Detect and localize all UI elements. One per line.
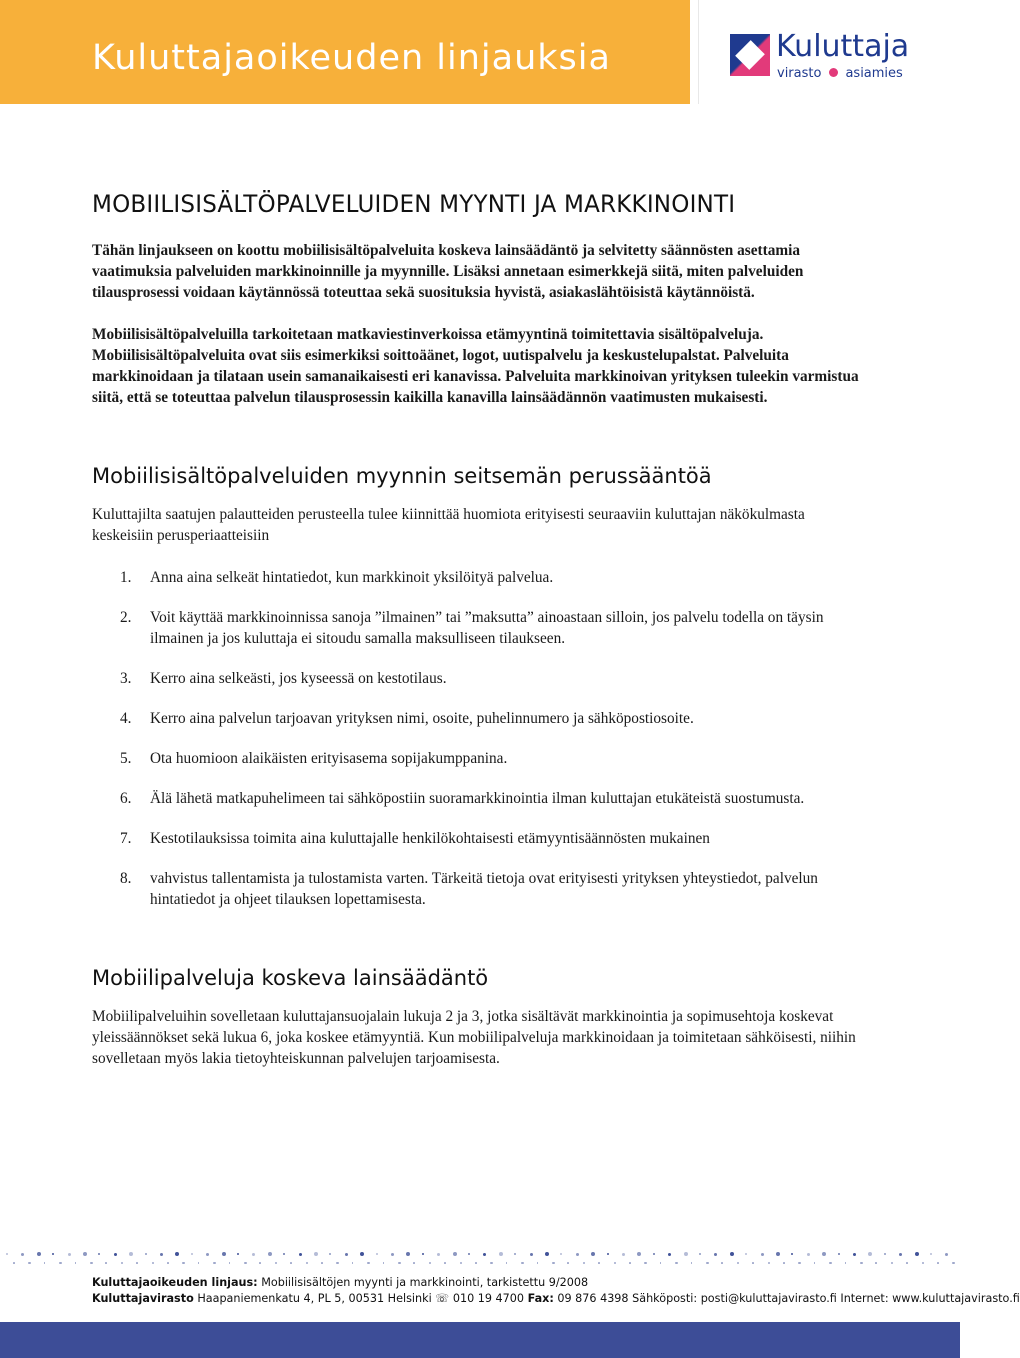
decorative-dot [706, 1262, 709, 1265]
list-item-number: 4. [120, 710, 132, 727]
list-item-text: Voit käyttää markkinoinnissa sanoja ”ilmainen” tai ”maksutta” ainoastaan silloin, jos palvelu todella on täysin ilmainen ja jos kuluttaja ei sitoudu samalla maksulliseen tilaukseen. [150, 609, 824, 647]
decorative-dot [583, 1262, 586, 1265]
decorative-dot [899, 1253, 902, 1256]
footer-fax-label: Fax: [527, 1292, 554, 1305]
decorative-dot [90, 1262, 93, 1265]
decorative-dot [622, 1253, 625, 1256]
decorative-dot [275, 1262, 278, 1265]
decorative-dot [360, 1252, 364, 1256]
kuluttajavirasto-logo [730, 30, 930, 90]
decorative-dot [807, 1253, 810, 1256]
decorative-dot [290, 1262, 292, 1264]
section-legislation-text: Mobiilipalveluihin sovelletaan kuluttajansuojalain lukuja 2 ja 3, jotka sisältävät markkinointia ja sopimusehtoja koskevat yleissäännökset sekä lukua 6, joka koskee etämyyntiä. Kun mobiilipalveluja markkinoidaan ja toimitetaan sähköisesti, niihin sovelletaan myös lakia tietoyhteiskunnan palvelujen tarjoamisesta. [92, 1008, 856, 1067]
decorative-dot [629, 1262, 631, 1264]
list-item-number: 7. [120, 830, 132, 847]
decorative-dot [891, 1262, 894, 1265]
decorative-dot [213, 1262, 216, 1265]
list-item [92, 868, 864, 910]
list-item-number: 2. [120, 609, 132, 626]
decorative-dot [922, 1262, 925, 1265]
footer-line-2 [92, 1291, 1020, 1307]
footer-document-info: Mobiilisisältöjen myynti ja markkinointi, tarkistettu 9/2008 [261, 1276, 589, 1289]
decorative-dot [945, 1253, 948, 1256]
list-item-text: Ota huomioon alaikäisten erityisasema sopijakumppanina. [150, 750, 508, 767]
decorative-dot [530, 1253, 533, 1256]
decorative-dot [567, 1262, 569, 1264]
logo-sub-left: virasto [777, 66, 822, 81]
decorative-dot [229, 1262, 231, 1264]
decorative-dot [152, 1262, 155, 1265]
decorative-dot [721, 1262, 723, 1264]
decorative-dot [68, 1253, 71, 1256]
decorative-dot [845, 1262, 847, 1264]
rules-list [92, 567, 864, 910]
list-item-number: 6. [120, 790, 132, 807]
decorative-dot [198, 1262, 200, 1264]
decorative-dot [483, 1253, 486, 1256]
decorative-dot [413, 1262, 415, 1264]
logo-name: Kuluttaja [776, 29, 910, 64]
decorative-dot [752, 1262, 754, 1264]
decorative-dot [329, 1253, 331, 1255]
decorative-dot [129, 1252, 133, 1256]
decorative-dot [783, 1262, 785, 1264]
decorative-dot [521, 1262, 524, 1265]
footer-address: Haapaniemenkatu 4, PL 5, 00531 Helsinki [197, 1292, 432, 1305]
decorative-dot [321, 1262, 323, 1264]
list-item-number: 5. [120, 750, 132, 767]
footer-web-label: Internet: [840, 1292, 889, 1305]
list-item [92, 828, 864, 849]
logo-dot-icon [829, 68, 838, 77]
decorative-dot [552, 1262, 555, 1265]
list-item [92, 668, 864, 689]
footer-email-link[interactable]: posti@kuluttajavirasto.fi [700, 1292, 837, 1305]
decorative-dot [791, 1253, 793, 1255]
decorative-dot [191, 1253, 193, 1255]
decorative-dot [598, 1262, 600, 1264]
decorative-dot [768, 1262, 771, 1265]
footer-label: Kuluttajaoikeuden linjaus: [92, 1276, 258, 1289]
intro-paragraph-1: Tähän linjaukseen on koottu mobiilisisältöpalveluita koskeva lainsäädäntö ja selvitetty säännösten asettamia vaatimuksia palveluiden markkinoinnille ja myynnille. Lisäksi annetaan esimerkkejä siitä, miten palveluiden tilausprosessi voidaan käytännössä toteuttaa sekä suosituksia hyvistä, asiakaslähtöisistä käytännöistä. [92, 242, 804, 301]
decorative-dot [545, 1252, 549, 1256]
decorative-dot [814, 1262, 816, 1264]
decorative-dot [776, 1252, 780, 1256]
decorative-dot [391, 1253, 394, 1256]
decorative-dot [44, 1262, 46, 1264]
decorative-dot [75, 1262, 77, 1264]
decorative-dot [660, 1262, 662, 1264]
decorative-dot [367, 1262, 370, 1265]
section-heading-legislation: Mobiilipalveluja koskeva lainsäädäntö [92, 966, 489, 990]
decorative-dot [614, 1262, 617, 1265]
logo-subtitle [777, 66, 903, 82]
decorative-dot [314, 1252, 318, 1256]
decorative-dot [490, 1262, 493, 1265]
decorative-dot [607, 1253, 609, 1255]
decorative-dot [699, 1253, 701, 1255]
decorative-dot [653, 1253, 655, 1255]
decorative-dot [105, 1262, 107, 1264]
decorative-dot [37, 1252, 41, 1256]
list-item-number: 3. [120, 670, 132, 687]
footer-phone: 010 19 4700 [452, 1292, 525, 1305]
decorative-dot [537, 1262, 539, 1264]
decorative-dot [499, 1252, 503, 1256]
list-item-number: 1. [120, 569, 132, 586]
decorative-dot [422, 1253, 424, 1255]
list-item-text: Anna aina selkeät hintatiedot, kun markkinoit yksilöityä palvelua. [150, 569, 554, 586]
decorative-dot [121, 1262, 124, 1265]
section-heading-rules: Mobiilisisältöpalveluiden myynnin seitsemän perussääntöä [92, 464, 712, 488]
decorative-dot [345, 1253, 348, 1256]
decorative-dot [761, 1253, 764, 1256]
decorative-dot [868, 1252, 872, 1256]
list-item-text: Kerro aina selkeästi, jos kyseessä on kestotilaus. [150, 670, 447, 687]
decorative-dot [838, 1253, 840, 1255]
logo-sub-right: asiamies [845, 66, 903, 81]
decorative-dot [237, 1253, 239, 1255]
decorative-dot [591, 1252, 595, 1256]
decorative-dot [444, 1262, 446, 1264]
decorative-dot [145, 1253, 147, 1255]
decorative-dot [283, 1253, 285, 1255]
banner-divider [690, 0, 698, 104]
decorative-dot [21, 1253, 24, 1256]
decorative-dot [875, 1262, 877, 1264]
decorative-dot [52, 1253, 54, 1255]
decorative-dot [560, 1253, 562, 1255]
footer-email-label: Sähköposti: [632, 1292, 698, 1305]
intro-paragraph-2: Mobiilisisältöpalveluilla tarkoitetaan matkaviestinverkoissa etämyyntinä toimitettavia sisältöpalveluja. Mobiilisisältöpalveluita ovat siis esimerkiksi soittoäänet, logot, uutispalvelu ja keskustelupalstat. Palveluita markkinoidaan ja tilataan usein samanaikaisesti eri kanavissa. Palveluita markkinoivan yrityksen tuleekin varmistua siitä, että se toteuttaa palvelun tilausprosessin kaikilla kanavilla lainsäädännön vaatimusten mukaisesti. [92, 326, 859, 406]
footer-bar [0, 1322, 960, 1358]
banner-title: Kuluttajaoikeuden linjauksia [92, 38, 611, 78]
list-item-text: Kerro aina palvelun tarjoavan yrityksen nimi, osoite, puhelinnumero ja sähköpostiosoite. [150, 710, 694, 727]
decorative-dot [376, 1253, 378, 1255]
list-item [92, 748, 864, 769]
page-title: MOBIILISISÄLTÖPALVELUIDEN MYYNTI JA MARKKINOINTI [92, 190, 736, 218]
decorative-dot [637, 1252, 641, 1256]
decorative-dot [352, 1262, 354, 1264]
list-item-number: 8. [120, 870, 132, 887]
decorative-dot [59, 1262, 62, 1265]
decorative-dot [930, 1253, 932, 1255]
decorative-dot [206, 1253, 209, 1256]
decorative-dot [222, 1252, 226, 1256]
decorative-dot [730, 1252, 734, 1256]
decorative-dot [460, 1262, 463, 1265]
decorative-dot [691, 1262, 693, 1264]
list-item-text: vahvistus tallentamista ja tulostamista varten. Tärkeitä tietoja ovat erityisesti yrityksen yhteystiedot, palvelun hintatiedot ja ohjeet tilauksen lopettamisesta. [150, 870, 818, 908]
decorative-dot [684, 1252, 688, 1256]
decorative-dot [915, 1252, 919, 1256]
phone-icon: ☏ [435, 1292, 450, 1305]
decorative-dot [299, 1253, 302, 1256]
decorative-dot [13, 1262, 15, 1264]
footer-fax: 09 876 4398 [557, 1292, 629, 1305]
decorative-dot [475, 1262, 477, 1264]
decorative-dot [453, 1252, 457, 1256]
decorative-dot [6, 1253, 8, 1255]
footer-web-link[interactable]: www.kuluttajavirasto.fi [892, 1292, 1020, 1305]
decorative-dot [822, 1252, 826, 1256]
decorative-dot [853, 1253, 856, 1256]
footer [92, 1275, 1020, 1307]
decorative-dot [468, 1253, 470, 1255]
decorative-dot [884, 1253, 886, 1255]
decorative-dot [829, 1262, 832, 1265]
decorative-dot [576, 1253, 579, 1256]
footer-line-1 [92, 1275, 1020, 1291]
decorative-dot [252, 1253, 255, 1256]
decorative-dot [644, 1262, 647, 1265]
decorative-dot [398, 1262, 401, 1265]
decorative-dot [429, 1262, 432, 1265]
decorative-dot [175, 1252, 179, 1256]
decorative-dot [714, 1253, 717, 1256]
decorative-dot [952, 1262, 955, 1265]
decorative-dot [668, 1253, 671, 1256]
decorative-dot [406, 1252, 410, 1256]
decorative-dot [906, 1262, 908, 1264]
decorative-dot [136, 1262, 138, 1264]
decorative-dot [336, 1262, 339, 1265]
decorative-dot [675, 1262, 678, 1265]
decorative-dot [160, 1253, 163, 1256]
footer-dot-row [0, 1247, 960, 1277]
decorative-dot [306, 1262, 309, 1265]
list-item [92, 567, 864, 588]
list-item-text: Älä lähetä matkapuhelimeen tai sähköpostiin suoramarkkinointia ilman kuluttajan etukäteistä suostumusta. [150, 790, 805, 807]
decorative-dot [182, 1262, 185, 1265]
decorative-dot [514, 1253, 516, 1255]
footer-org: Kuluttajavirasto [92, 1292, 194, 1305]
logo-mark-icon [730, 34, 770, 76]
decorative-dot [860, 1262, 863, 1265]
list-item [92, 708, 864, 729]
decorative-dot [745, 1253, 747, 1255]
decorative-dot [28, 1262, 31, 1265]
decorative-dot [737, 1262, 740, 1265]
decorative-dot [437, 1253, 440, 1256]
decorative-dot [798, 1262, 801, 1265]
decorative-dot [506, 1262, 508, 1264]
section-rules-intro: Kuluttajilta saatujen palautteiden perusteella tulee kiinnittää huomiota erityisesti seuraaviin kuluttajan näkökulmasta keskeisiin perusperiaatteisiin [92, 506, 805, 544]
decorative-dot [244, 1262, 247, 1265]
decorative-dot [268, 1252, 272, 1256]
header-banner [0, 0, 690, 104]
decorative-dot [167, 1262, 169, 1264]
decorative-dot [83, 1252, 87, 1256]
decorative-dot [259, 1262, 261, 1264]
decorative-dot [98, 1253, 100, 1255]
decorative-dot [114, 1253, 117, 1256]
list-item [92, 607, 864, 649]
decorative-dot [383, 1262, 385, 1264]
document-body [92, 190, 864, 1090]
decorative-dot [937, 1262, 939, 1264]
list-item-text: Kestotilauksissa toimita aina kuluttajalle henkilökohtaisesti etämyyntisäännösten mukainen [150, 830, 710, 847]
list-item [92, 788, 864, 809]
